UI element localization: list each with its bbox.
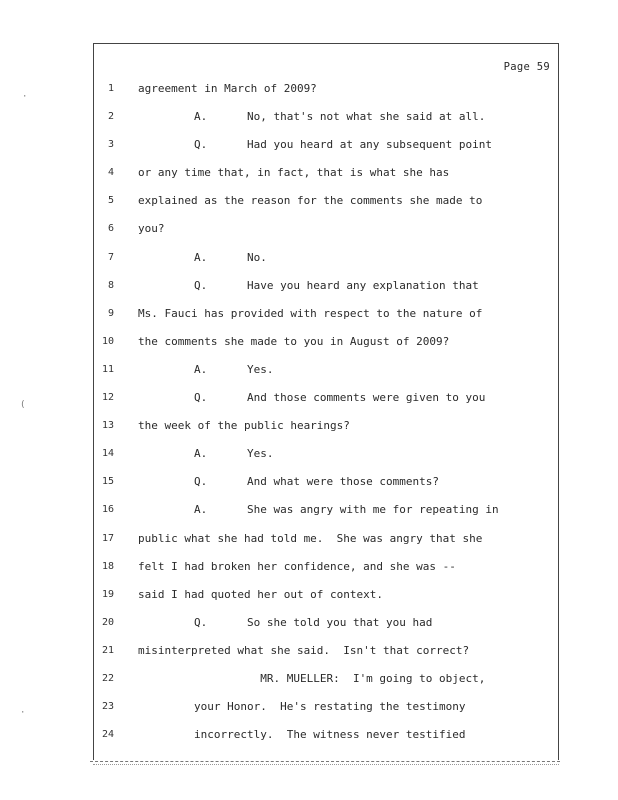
line-number: 9 xyxy=(107,307,114,319)
line-text: the comments she made to you in August of 2009? xyxy=(138,334,450,348)
line-text: Ms. Fauci has provided with respect to the nature of xyxy=(138,306,483,320)
line-number: 6 xyxy=(107,223,114,235)
transcript-line xyxy=(94,300,560,328)
line-number: 11 xyxy=(101,363,114,375)
transcript-line xyxy=(94,103,560,131)
transcript-line xyxy=(94,665,560,693)
line-text: A. Yes. xyxy=(194,447,274,461)
transcript-line xyxy=(94,440,560,468)
line-number: 22 xyxy=(101,672,114,684)
line-number: 12 xyxy=(101,392,114,404)
line-number: 21 xyxy=(101,644,114,656)
transcript-line xyxy=(94,721,560,749)
line-text: explained as the reason for the comments she made to xyxy=(138,194,483,208)
line-number: 24 xyxy=(101,729,114,741)
transcript-line xyxy=(94,525,560,553)
line-text: A. She was angry with me for repeating in xyxy=(194,503,499,517)
line-text: misinterpreted what she said. Isn't that correct? xyxy=(138,643,470,657)
line-text: Q. Have you heard any explanation that xyxy=(194,278,479,292)
transcript-line xyxy=(94,244,560,272)
transcript-line xyxy=(94,468,560,496)
line-text: Q. And what were those comments? xyxy=(194,475,440,489)
line-text: felt I had broken her confidence, and she was -- xyxy=(138,559,456,573)
line-number: 13 xyxy=(101,420,114,432)
line-number: 4 xyxy=(107,167,114,179)
margin-mark: · xyxy=(20,708,26,718)
line-text: A. No. xyxy=(194,250,267,264)
transcript-line xyxy=(94,272,560,300)
line-number: 8 xyxy=(107,279,114,291)
line-number: 7 xyxy=(107,251,114,263)
line-number: 15 xyxy=(101,476,114,488)
line-number: 5 xyxy=(107,195,114,207)
transcript-line xyxy=(94,609,560,637)
transcript-line xyxy=(94,581,560,609)
page-bottom-rule xyxy=(93,764,559,769)
transcript-line xyxy=(94,131,560,159)
line-text: agreement in March of 2009? xyxy=(138,82,317,95)
line-text: Q. Had you heard at any subsequent point xyxy=(194,138,493,152)
line-text: Q. And those comments were given to you xyxy=(194,391,486,405)
line-number: 18 xyxy=(101,560,114,572)
line-text: MR. MUELLER: I'm going to object, xyxy=(194,671,486,685)
line-text: A. Yes. xyxy=(194,362,274,376)
line-text: your Honor. He's restating the testimony xyxy=(194,700,466,714)
transcript-line xyxy=(94,159,560,187)
line-text: public what she had told me. She was angry that she xyxy=(138,531,483,545)
line-number: 14 xyxy=(101,448,114,460)
line-number: 23 xyxy=(101,701,114,713)
line-number: 3 xyxy=(107,139,114,151)
transcript-line xyxy=(94,187,560,215)
transcript-line xyxy=(94,553,560,581)
transcript-line xyxy=(94,412,560,440)
line-number: 19 xyxy=(101,588,114,600)
page-number: Page 59 xyxy=(503,61,550,73)
line-number: 16 xyxy=(101,504,114,516)
transcript-body xyxy=(94,75,560,749)
transcript-line xyxy=(94,328,560,356)
line-number: 10 xyxy=(101,335,114,347)
margin-mark: · xyxy=(22,92,28,102)
transcript-page xyxy=(93,43,559,760)
transcript-line xyxy=(94,637,560,665)
line-text: or any time that, in fact, that is what she has xyxy=(138,166,450,180)
line-number: 20 xyxy=(101,616,114,628)
transcript-line xyxy=(94,384,560,412)
margin-mark: ( xyxy=(20,400,26,410)
line-number: 17 xyxy=(101,532,114,544)
transcript-line xyxy=(94,496,560,524)
transcript-line xyxy=(94,693,560,721)
line-text: A. No, that's not what she said at all. xyxy=(194,110,486,124)
line-text: incorrectly. The witness never testified xyxy=(194,728,466,742)
line-number: 1 xyxy=(107,83,114,94)
line-text: the week of the public hearings? xyxy=(138,419,350,433)
transcript-line xyxy=(94,215,560,243)
line-text: said I had quoted her out of context. xyxy=(138,587,384,601)
transcript-line xyxy=(94,75,560,103)
line-number: 2 xyxy=(107,111,114,123)
transcript-line xyxy=(94,356,560,384)
line-text: you? xyxy=(138,222,165,236)
line-text: Q. So she told you that you had xyxy=(194,615,433,629)
